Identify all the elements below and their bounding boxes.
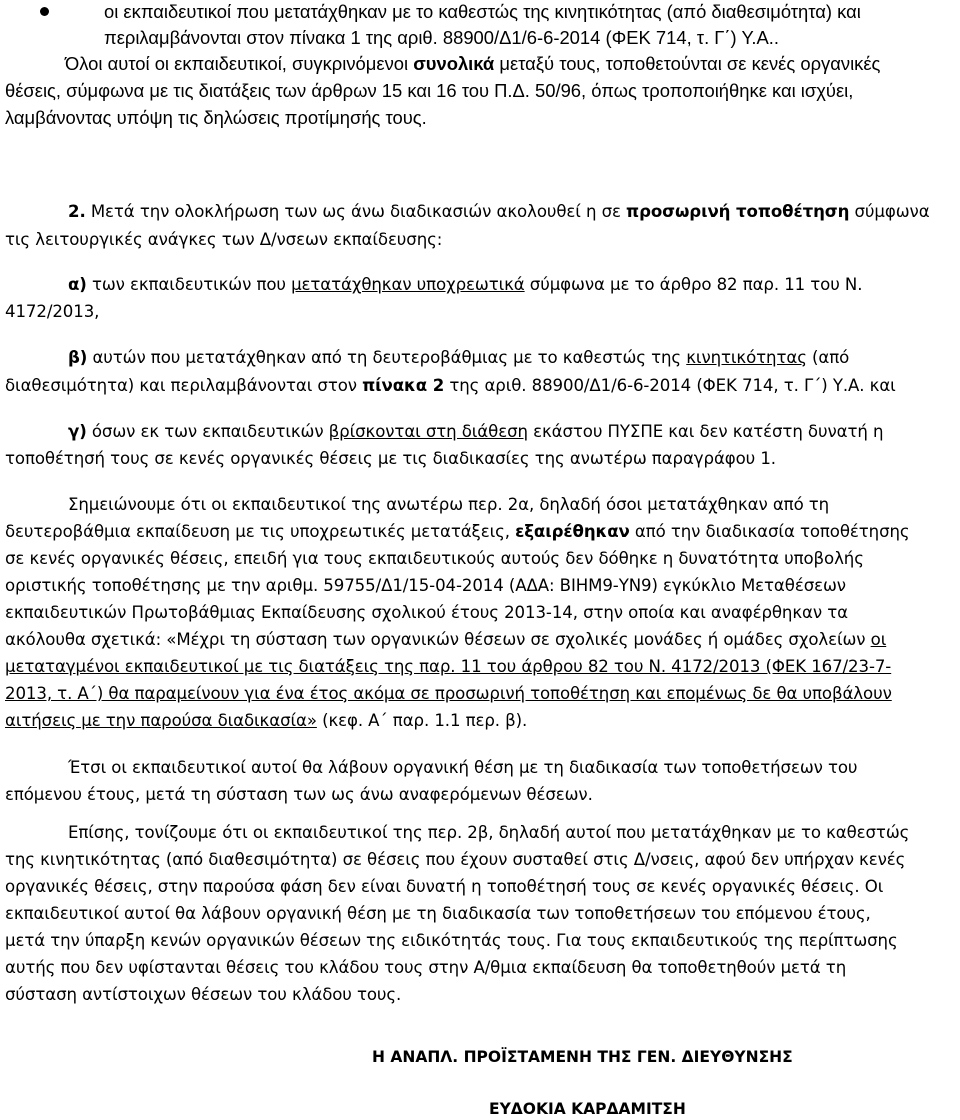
text-line: 2013, τ. Α΄) θα παραμείνουν για ένα έτος ακόμα σε προσωρινή τοποθέτηση και επομένως δε θα υποβάλουν: [5, 684, 892, 703]
text-line: Έτσι οι εκπαιδευτικοί αυτοί θα λάβουν οργανική θέση με τη διαδικασία των τοποθετήσεων του: [68, 758, 858, 777]
text-line: εκπαιδευτικοί αυτοί θα λάβουν οργανική θέση με τη διαδικασία των τοποθετήσεων του επόμενου έτους,: [5, 904, 871, 923]
text-line: οριστικής τοποθέτησης με την αριθμ. 59755/Δ1/15-04-2014 (ΑΔΑ: ΒΙΗΜ9-ΥΝ9) εγκύκλιο Μεταθέσεων: [5, 576, 846, 595]
text-line: μεταταγμένοι εκπαιδευτικοί με τις διατάξεις της παρ. 11 του άρθρου 82 του Ν. 4172/2013 (ΦΕΚ 167/23-7-: [5, 657, 892, 676]
text-line: αυτής που δεν υφίστανται θέσεις του κλάδου τους στην Α/θμια εκπαίδευση θα τοποθετηθούν μετά τη: [5, 958, 847, 977]
text-line: της κινητικότητας (από διαθεσιμότητα) σε θέσεις που έχουν συσταθεί στις Δ/νσεις, αφού δεν υπήρχαν κενές: [5, 850, 906, 869]
text-line: τοποθέτησή τους σε κενές οργανικές θέσεις με τις διαδικασίες της ανωτέρω παραγράφου 1.: [5, 449, 776, 468]
item-b: β) αυτών που μετατάχθηκαν από τη δευτεροβάθμιας με το καθεστώς της κινητικότητας (από: [68, 348, 850, 367]
item-c: γ) όσων εκ των εκπαιδευτικών βρίσκονται στη διάθεση εκάστου ΠΥΣΠΕ και δεν κατέστη δυνατή η: [68, 422, 884, 441]
text-line: επόμενου έτους, μετά τη σύσταση των ως άνω αναφερόμενων θέσεων.: [5, 785, 593, 804]
text-line: Σημειώνουμε ότι οι εκπαιδευτικοί της ανωτέρω περ. 2α, δηλαδή όσοι μετατάχθηκαν από τη: [68, 495, 830, 514]
text-line: εκπαιδευτικών Πρωτοβάθμιας Εκπαίδευσης σχολικού έτους 2013-14, στην οποία και αναφέρθηκαν τα: [5, 603, 848, 622]
text-line: Επίσης, τονίζουμε ότι οι εκπαιδευτικοί της περ. 2β, δηλαδή αυτοί που μετατάχθηκαν με το καθεστώς: [68, 823, 910, 842]
text-line: 4172/2013,: [5, 302, 100, 321]
signature-title: Η ΑΝΑΠΛ. ΠΡΟΪΣΤΑΜΕΝΗ ΤΗΣ ΓΕΝ. ΔΙΕΥΘΥΝΣΗΣ: [372, 1048, 793, 1066]
text-line: σύσταση αντίστοιχων θέσεων του κλάδου τους.: [5, 985, 402, 1004]
section-2-heading-line: 2. Μετά την ολοκλήρωση των ως άνω διαδικασιών ακολουθεί η σε προσωρινή τοποθέτηση σύμφωνα: [68, 202, 930, 221]
text-line: αιτήσεις με την παρούσα διαδικασία» (κεφ. Α΄ παρ. 1.1 περ. β).: [5, 711, 528, 730]
text-line: λαμβάνοντας υπόψη τις δηλώσεις προτίμησής τους.: [5, 107, 427, 128]
text-line: περιλαμβάνονται στον πίνακα 1 της αριθ. 88900/Δ1/6-6-2014 (ΦΕΚ 714, τ. Γ΄) Υ.Α..: [104, 27, 779, 48]
text-line: θέσεις, σύμφωνα με τις διατάξεις των άρθρων 15 και 16 του Π.Δ. 50/96, όπως τροποποιήθηκε και ισχύει,: [5, 80, 854, 101]
text-line: σε κενές οργανικές θέσεις, επειδή για τους εκπαιδευτικούς αυτούς δεν δόθηκε η δυνατότητα υποβολής: [5, 549, 864, 568]
text-line: μετά την ύπαρξη κενών οργανικών θέσεων της ειδικότητάς τους. Για τους εκπαιδευτικούς της περίπτωσης: [5, 931, 898, 950]
text-line: δευτεροβάθμια εκπαίδευση με τις υποχρεωτικές μετατάξεις, εξαιρέθηκαν από την διαδικασία τοποθέτησης: [5, 522, 910, 541]
item-a: α) των εκπαιδευτικών που μετατάχθηκαν υποχρεωτικά σύμφωνα με το άρθρο 82 παρ. 11 του Ν.: [68, 275, 863, 294]
text-line: οι εκπαιδευτικοί που μετατάχθηκαν με το καθεστώς της κινητικότητας (από διαθεσιμότητα) και: [104, 1, 861, 22]
signature-name: ΕΥΔΟΚΙΑ ΚΑΡΔΑΜΙΤΣΗ: [489, 1100, 686, 1118]
text-line: Όλοι αυτοί οι εκπαιδευτικοί, συγκρινόμενοι συνολικά μεταξύ τους, τοποθετούνται σε κενές οργανικές: [65, 53, 881, 74]
text-line: διαθεσιμότητα) και περιλαμβάνονται στον πίνακα 2 της αριθ. 88900/Δ1/6-6-2014 (ΦΕΚ 714, τ. Γ΄) Υ.Α. και: [5, 376, 896, 395]
text-line: ακόλουθα σχετικά: «Μέχρι τη σύσταση των οργανικών θέσεων σε σχολικές μονάδες ή ομάδες σχολείων οι: [5, 630, 887, 649]
text-line: οργανικές θέσεις, στην παρούσα φάση δεν είναι δυνατή η τοποθέτησή τους σε κενές οργανικές θέσεις. Οι: [5, 877, 884, 896]
list-bullet: [40, 7, 49, 16]
text-line: τις λειτουργικές ανάγκες των Δ/νσεων εκπαίδευσης:: [5, 230, 443, 249]
